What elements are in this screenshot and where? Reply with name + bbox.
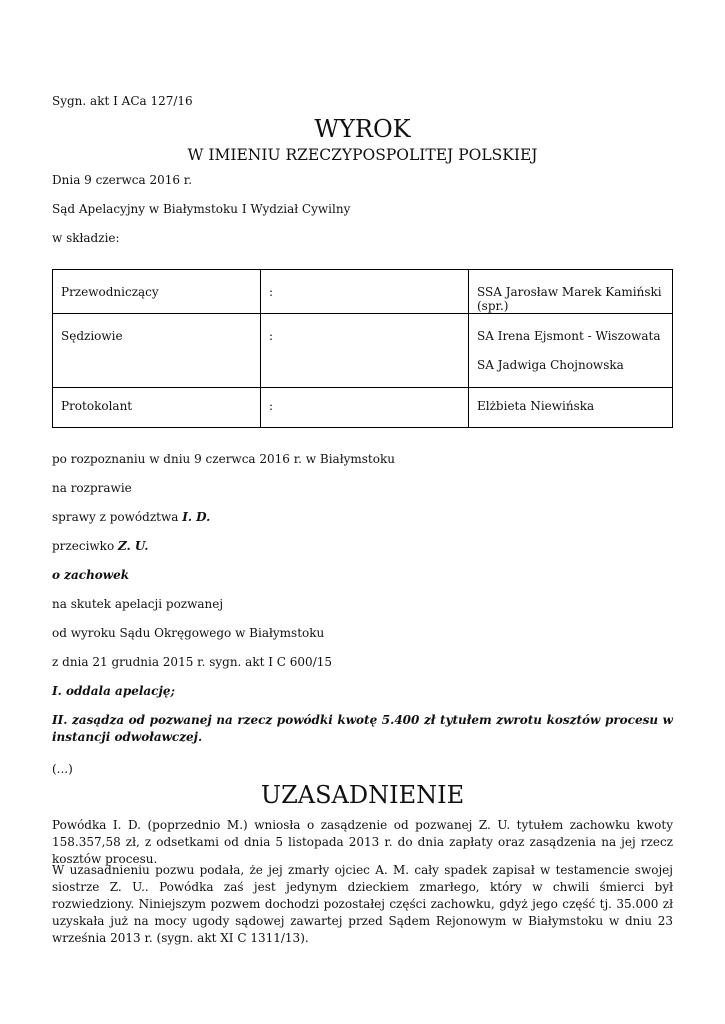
case-signature: Sygn. akt I ACa 127/16 — [52, 94, 193, 108]
role-cell: Sędziowie — [53, 314, 261, 388]
plaintiff-line — [52, 510, 210, 524]
justification-paragraph: W uzasadnieniu pozwu podała, że jej zmarły ojciec A. M. cały spadek zapisał w testamencie swojej siostrze Z. U.. Powódka zaś jest jedynym dzieckiem zmarłego, który w chwili śmierci był rozwiedziony. Niniejszym pozwem dochodzi pozostałej części zachowku, gdyż jego część tj. 35.000 zł uzyskała już na mocy ugody sądowej zawartej przed Sądem Rejonowym w Białymstoku w dniu 23 września 2013 r. (sygn. akt XI C 1311/13). — [52, 863, 673, 945]
table-row — [53, 388, 673, 428]
judge-name: SA Jadwiga Chojnowska — [477, 358, 624, 372]
role-cell: Przewodniczący — [53, 270, 261, 314]
role-cell: Protokolant — [53, 388, 261, 428]
court-name: Sąd Apelacyjny w Białymstoku I Wydział Cywilny — [52, 202, 351, 216]
ellipsis: (...) — [52, 762, 73, 776]
names-cell — [469, 270, 673, 314]
proceedings-line: od wyroku Sądu Okręgowego w Białymstoku — [52, 626, 325, 640]
proceedings-line: na skutek apelacji pozwanej — [52, 597, 224, 611]
table-row — [53, 314, 673, 388]
judgment-date: Dnia 9 czerwca 2016 r. — [52, 173, 193, 187]
judge-name: SA Irena Ejsmont - Wiszowata — [477, 329, 661, 343]
plaintiff-name: I. D. — [182, 510, 211, 524]
proceedings-line: po rozpoznaniu w dniu 9 czerwca 2016 r. w Białymstoku — [52, 452, 395, 466]
table-row — [53, 270, 673, 314]
plaintiff-prefix: sprawy z powództwa — [52, 510, 183, 524]
judgment-title: WYROK — [314, 115, 411, 143]
judge-name: SSA Jarosław Marek Kamiński (spr.) — [477, 285, 662, 313]
case-subject: o zachowek — [52, 568, 130, 582]
defendant-name: Z. U. — [117, 539, 149, 553]
separator-cell: : — [261, 270, 469, 314]
ruling-point-1: I. oddala apelację; — [52, 684, 175, 698]
justification-title: UZASADNIENIE — [260, 781, 465, 809]
composition-intro: w składzie: — [52, 231, 120, 245]
proceedings-line: z dnia 21 grudnia 2015 r. sygn. akt I C 600/15 — [52, 655, 333, 669]
proceedings-line: na rozprawie — [52, 481, 132, 495]
separator-cell: : — [261, 314, 469, 388]
ruling-point-2: II. zasądza od pozwanej na rzecz powódki kwotę 5.400 zł tytułem zwrotu kosztów procesu w instancji odwoławczej. — [52, 713, 673, 744]
names-cell — [469, 388, 673, 428]
recorder-name: Elżbieta Niewińska — [477, 399, 595, 413]
judgment-subtitle: W IMIENIU RZECZYPOSPOLITEJ POLSKIEJ — [187, 146, 538, 164]
defendant-prefix: przeciwko — [52, 539, 118, 553]
separator-cell: : — [261, 388, 469, 428]
defendant-line — [52, 539, 148, 553]
court-composition-table — [52, 269, 673, 428]
names-cell — [469, 314, 673, 388]
justification-paragraph: Powódka I. D. (poprzednio M.) wniosła o zasądzenie od pozwanej Z. U. tytułem zachowku kwoty 158.357,58 zł, z odsetkami od dnia 5 listopada 2013 r. do dnia zapłaty oraz zasądzenia na jej rzecz kosztów procesu. — [52, 818, 673, 866]
